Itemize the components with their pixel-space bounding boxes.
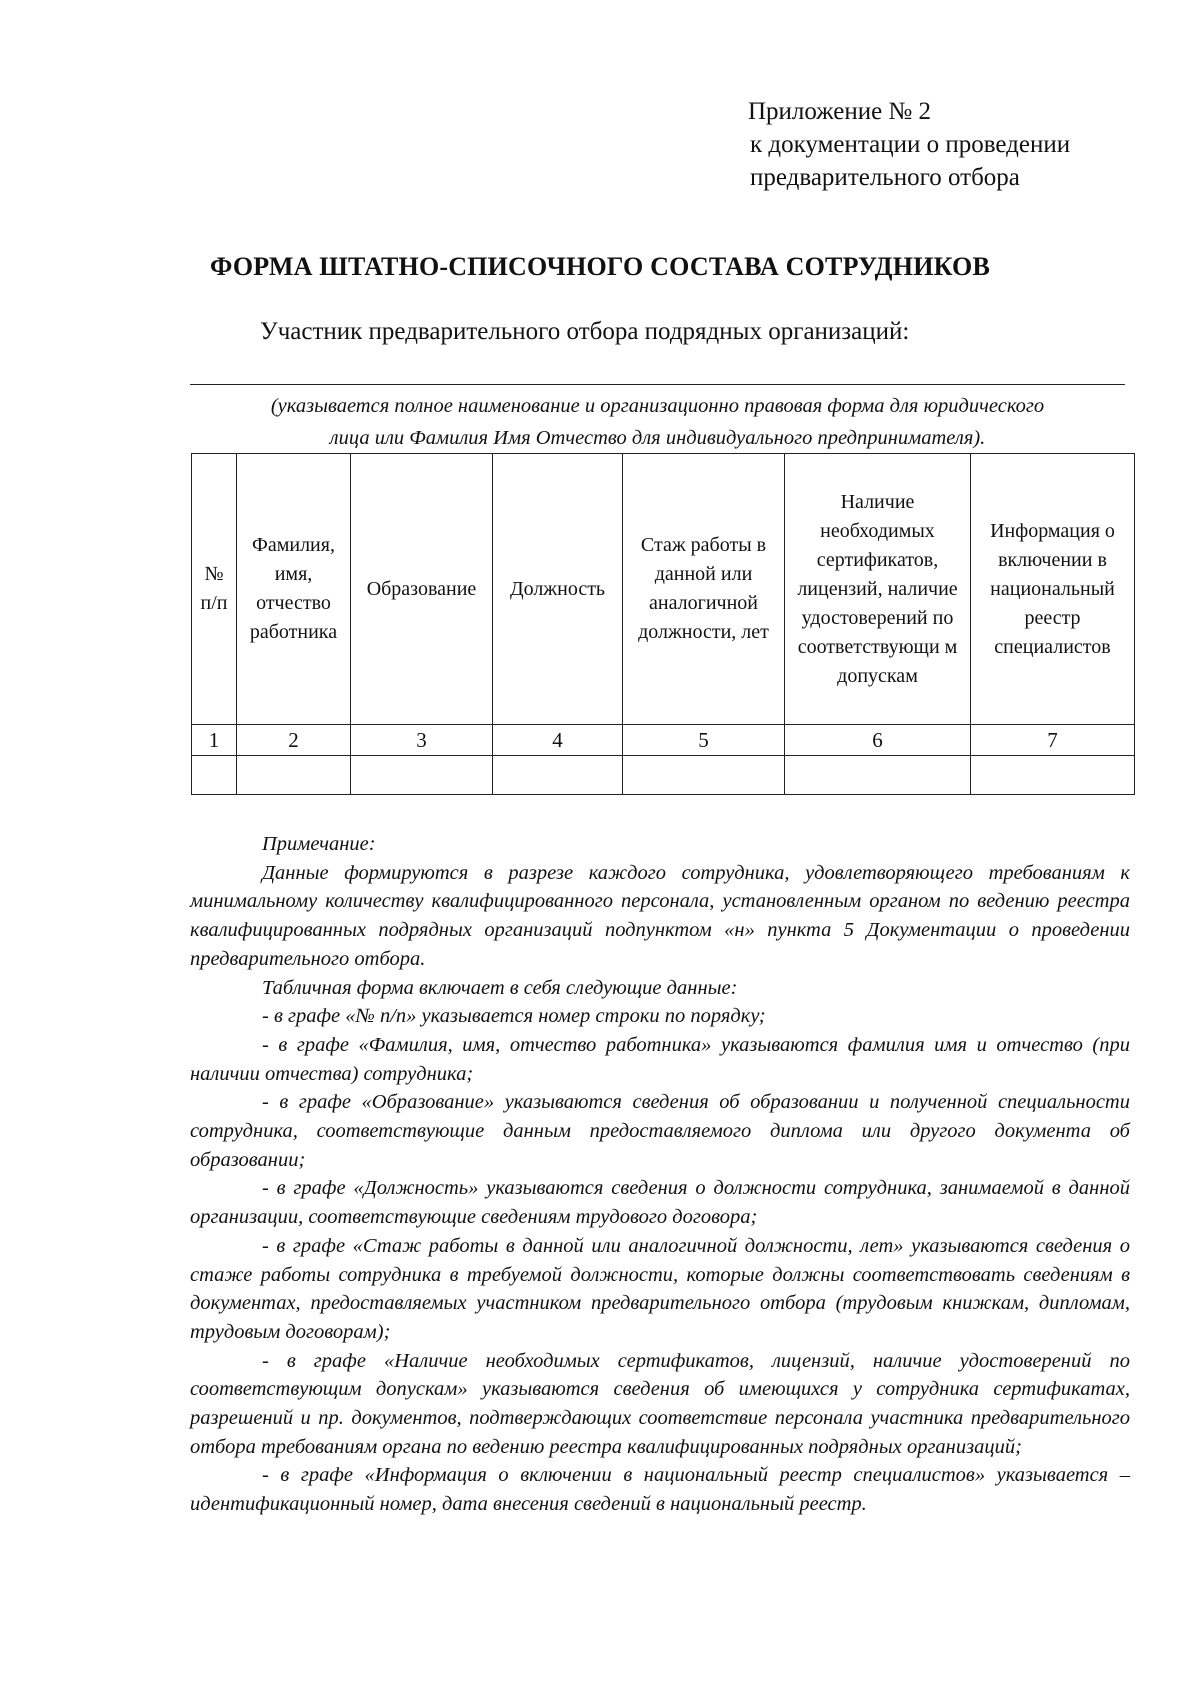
empty-cell [785,756,971,795]
header-education: Образование [351,454,493,725]
column-number: 5 [623,725,785,756]
annex-line-2: к документации о проведении [750,131,1071,158]
header-full-name: Фамилия, имя, отчество работника [237,454,351,725]
participant-name-blank-line [190,384,1125,385]
participant-label: Участник предварительного отбора подрядных организаций: [260,318,910,345]
table-header-row [192,454,1135,725]
note-paragraph: Табличная форма включает в себя следующие данные: [262,976,738,999]
column-number: 3 [351,725,493,756]
note-paragraph: - в графе «Должность» указываются сведения о должности сотрудника, занимаемой в данной организации, соответствующие сведениям трудового договора; [190,1177,1130,1229]
column-number: 6 [785,725,971,756]
header-position: Должность [493,454,623,725]
empty-cell [351,756,493,795]
notes-caption: Примечание: [262,833,376,855]
document-title: ФОРМА ШТАТНО-СПИСОЧНОГО СОСТАВА СОТРУДНИКОВ [210,252,990,281]
empty-cell [623,756,785,795]
annex-number: Приложение № 2 [748,98,932,125]
annex-reference [748,95,1070,194]
header-certificates: Наличие необходимых сертификатов, лицензий, наличие удостоверений по соответствующи м допускам [785,454,971,725]
empty-cell [192,756,237,795]
participant-hint [190,390,1125,454]
note-paragraph: - в графе «Стаж работы в данной или аналогичной должности, лет» указываются сведения о стаже работы сотрудника в требуемой должности, которые должны соответствовать сведениям в документах, предоставляемых участником предварительного отбора (трудовым книжкам, дипломам, трудовым договорам); [190,1234,1130,1343]
note-paragraph: - в графе «Наличие необходимых сертификатов, лицензий, наличие удостоверений по соответствующим допускам» указываются сведения об имеющихся у сотрудника сертификатах, разрешений и пр. документов, подтверждающих соответствие персонала участника предварительного отбора требованиям органа по ведению реестра квалифицированных подрядных организаций; [190,1349,1130,1458]
empty-cell [493,756,623,795]
staff-table [191,453,1135,795]
participant-hint-line-2: лица или Фамилия Имя Отчество для индивидуального предпринимателя). [329,427,986,449]
header-work-experience: Стаж работы в данной или аналогичной должности, лет [623,454,785,725]
header-row-number: № п/п [192,454,237,725]
note-paragraph: - в графе «№ п/п» указывается номер строки по порядку; [262,1005,766,1028]
note-paragraph: - в графе «Образование» указываются сведения об образовании и полученной специальности сотрудника, соответствующие данным предоставляемого диплома или другого документа об образовании; [190,1091,1130,1171]
column-number: 1 [192,725,237,756]
notes-section [190,830,1130,1519]
participant-hint-line-1: (указывается полное наименование и организационно правовая форма для юридического [270,395,1045,417]
empty-cell [971,756,1135,795]
table-column-number-row [192,725,1135,756]
column-number: 4 [493,725,623,756]
note-paragraph: - в графе «Информация о включении в национальный реестр специалистов» указывается – идентификационный номер, дата внесения сведений в национальный реестр. [190,1464,1130,1516]
header-national-registry: Информация о включении в национальный реестр специалистов [971,454,1135,725]
column-number: 7 [971,725,1135,756]
note-paragraph: - в графе «Фамилия, имя, отчество работника» указываются фамилия имя и отчество (при наличии отчества) сотрудника; [190,1033,1130,1085]
note-paragraph: Данные формируются в разрезе каждого сотрудника, удовлетворяющего требованиям к минимальному количеству квалифицированного персонала, установленным органом по ведению реестра квалифицированных подрядных организаций подпунктом «н» пункта 5 Документации о проведении предварительного отбора. [190,861,1130,970]
empty-cell [237,756,351,795]
column-number: 2 [237,725,351,756]
annex-line-3: предварительного отбора [750,164,1020,191]
table-empty-row [192,756,1135,795]
